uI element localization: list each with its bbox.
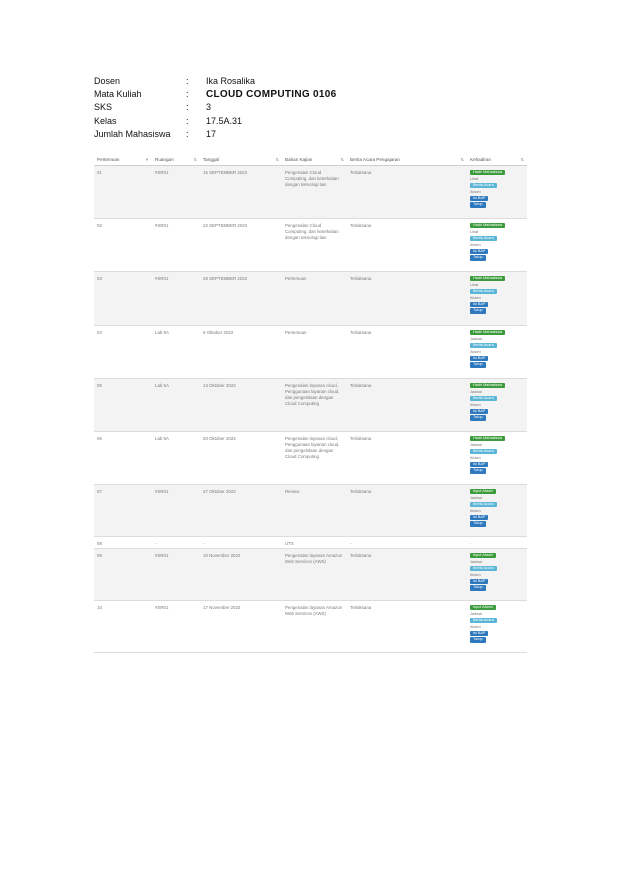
report-button[interactable]: Berita Acara — [470, 502, 497, 507]
table-header — [94, 153, 527, 166]
report-button[interactable]: Berita Acara — [470, 236, 497, 241]
date-cell: 13 Oktober 2022 — [203, 383, 236, 388]
colon: : — [186, 89, 189, 100]
table-row — [94, 432, 527, 485]
sort-icon: ⇅ — [340, 156, 344, 162]
date-cell: 6 Oktober 2022 — [203, 330, 234, 335]
action-label: Jadwal — [470, 442, 482, 447]
topic-cell: Pengenalan Cloud Computing, dan keterkaitan dengan teknologi lain — [285, 170, 339, 187]
sort-icon: ⇅ — [275, 156, 279, 162]
fill-bap-button[interactable]: Isi BAP — [470, 579, 488, 584]
date-cell: 17 November 2022 — [203, 605, 241, 610]
action-label: Absen — [470, 455, 481, 460]
report-status-cell: Terlaksana — [350, 436, 372, 441]
action-label: Lihat — [470, 229, 479, 234]
report-button[interactable]: Berita Acara — [470, 566, 497, 571]
topic-cell: Pengenalan layanan cloud, Penggunaan layanan cloud, dan pengelolaan dengan Cloud Computing — [285, 436, 340, 459]
report-button[interactable]: Berita Acara — [470, 449, 497, 454]
meeting-number-cell: 10 — [97, 605, 102, 610]
info-matkul — [94, 87, 336, 100]
attendance-actions — [467, 432, 527, 484]
action-label: Absen — [470, 402, 481, 407]
fill-bap-button[interactable]: Isi BAP — [470, 462, 488, 467]
jumlah-label: Jumlah Mahasiswa — [94, 129, 171, 140]
col-header-ruangan[interactable] — [152, 153, 200, 165]
date-cell: 29 SEPTEMBER 2022 — [203, 276, 248, 281]
sks-label: SKS — [94, 102, 113, 113]
close-button[interactable]: Tutup — [470, 202, 486, 207]
action-label: Lihat — [470, 176, 479, 181]
colon: : — [186, 102, 189, 113]
table-row — [94, 379, 527, 432]
action-label: Lihat — [470, 282, 479, 287]
col-header-label: Kehadiran — [470, 156, 491, 162]
col-header-label: Ruangan — [155, 156, 174, 162]
date-cell: 27 Oktober 2022 — [203, 489, 236, 494]
meeting-number-cell: 08 — [97, 541, 102, 546]
fill-bap-button[interactable]: Isi BAP — [470, 409, 488, 414]
meeting-number-cell: 03 — [97, 276, 102, 281]
input-attendance-button[interactable]: Input Absen — [470, 605, 496, 610]
attendance-actions — [467, 485, 527, 536]
table-row — [94, 549, 527, 601]
col-header-bahan[interactable] — [282, 153, 347, 165]
close-button[interactable]: Tutup — [470, 637, 486, 642]
fill-bap-button[interactable]: Isi BAP — [470, 196, 488, 201]
action-label: Absen — [470, 189, 481, 194]
attendance-actions — [467, 379, 527, 431]
meeting-number-cell: 04 — [97, 330, 102, 335]
attendance-actions — [467, 272, 527, 325]
dosen-label: Dosen — [94, 75, 121, 86]
room-cell: Lab 5A — [155, 383, 169, 388]
action-label: Jadwal — [470, 389, 482, 394]
dosen-value: Ika Rosalika — [206, 75, 256, 86]
attendance-actions — [467, 601, 527, 652]
colon: : — [186, 115, 189, 126]
date-cell: 10 November 2022 — [203, 553, 241, 558]
report-button[interactable]: Berita Acara — [470, 289, 497, 294]
room-cell: #SR01 — [155, 605, 169, 610]
attendance-actions — [467, 549, 527, 600]
meeting-number-cell: 02 — [97, 223, 102, 228]
topic-cell: Pertemuan — [285, 276, 307, 281]
kelas-label: Kelas — [94, 115, 117, 126]
col-header-label: Bahan Kajian — [285, 156, 313, 162]
attendance-actions — [467, 219, 527, 271]
action-label: Jadwal — [470, 336, 482, 341]
jumlah-value: 17 — [206, 129, 217, 140]
fill-bap-button[interactable]: Isi BAP — [470, 356, 488, 361]
room-cell: #SR01 — [155, 553, 169, 558]
room-cell: #SR01 — [155, 170, 169, 175]
topic-cell: Pertemuan — [285, 330, 307, 335]
sort-icon: ▼ — [145, 156, 149, 162]
sort-icon: ⇅ — [520, 156, 524, 162]
table-row — [94, 537, 527, 549]
input-attendance-button[interactable]: Hadir Mahasiswa — [470, 170, 505, 175]
action-label: Absen — [470, 295, 481, 300]
table-row — [94, 272, 527, 326]
date-cell: 20 Oktober 2022 — [203, 436, 236, 441]
action-label: Absen — [470, 242, 481, 247]
matkul-value: CLOUD COMPUTING 0106 — [206, 88, 337, 100]
topic-cell: Pengenalan layanan cloud, Penggunaan layanan cloud, dan pengelolaan dengan Cloud Computing — [285, 383, 340, 406]
topic-cell: Pengenalan layanan Amazon Web Services (AWS) — [285, 605, 343, 616]
sks-value: 3 — [206, 102, 212, 113]
fill-bap-button[interactable]: Isi BAP — [470, 302, 488, 307]
input-attendance-button[interactable]: Hadir Mahasiswa — [470, 436, 505, 441]
room-cell: #SR01 — [155, 276, 169, 281]
meeting-number-cell: 06 — [97, 436, 102, 441]
fill-bap-button[interactable]: Isi BAP — [470, 515, 488, 520]
close-button[interactable]: Tutup — [470, 468, 486, 473]
report-status-cell: Terlaksana — [350, 170, 372, 175]
close-button[interactable]: Tutup — [470, 415, 486, 420]
col-header-tanggal[interactable] — [200, 153, 282, 165]
room-cell: Lab 5A — [155, 330, 169, 335]
close-button[interactable]: Tutup — [470, 362, 486, 367]
action-label: Jadwal — [470, 559, 482, 564]
room-cell: - — [155, 541, 157, 546]
topic-cell: Pengenalan Cloud Computing, dan keterkaitan dengan teknologi lain — [285, 223, 339, 240]
input-attendance-button[interactable]: Hadir Mahasiswa — [470, 276, 505, 281]
action-label: Jadwal — [470, 611, 482, 616]
report-status-cell: - — [350, 541, 352, 546]
action-label: Absen — [470, 508, 481, 513]
input-attendance-button[interactable]: Hadir Mahasiswa — [470, 330, 505, 335]
table-row — [94, 166, 527, 219]
topic-cell: Review — [285, 489, 300, 494]
fill-bap-button[interactable]: Isi BAP — [470, 631, 488, 636]
report-button[interactable]: Berita Acara — [470, 396, 497, 401]
table-row — [94, 601, 527, 653]
room-cell: Lab 5A — [155, 436, 169, 441]
colon: : — [186, 75, 189, 86]
col-header-pertemuan[interactable] — [94, 153, 152, 165]
report-button[interactable]: Berita Acara — [470, 343, 497, 348]
close-button[interactable]: Tutup — [470, 521, 486, 526]
date-cell: - — [203, 541, 205, 546]
action-label: Absen — [470, 624, 481, 629]
col-header-label: Pertemuan — [97, 156, 120, 162]
colon: : — [186, 129, 189, 140]
close-button[interactable]: Tutup — [470, 585, 486, 590]
input-attendance-button[interactable]: Hadir Mahasiswa — [470, 223, 505, 228]
report-status-cell: Terlaksana — [350, 223, 372, 228]
attendance-actions — [467, 326, 527, 378]
report-status-cell: Terlaksana — [350, 553, 372, 558]
col-header-berita[interactable] — [347, 153, 467, 165]
report-status-cell: Terlaksana — [350, 383, 372, 388]
report-status-cell: Terlaksana — [350, 489, 372, 494]
matkul-label: Mata Kuliah — [94, 89, 142, 100]
meeting-number-cell: 09 — [97, 553, 102, 558]
fill-bap-button[interactable]: Isi BAP — [470, 249, 488, 254]
date-cell: 15 SEPTEMBER 2022 — [203, 170, 248, 175]
table-row — [94, 326, 527, 379]
sort-icon: ⇅ — [193, 156, 197, 162]
empty-action: - — [470, 541, 472, 545]
info-kelas — [94, 114, 336, 127]
col-header-label: Tanggal — [203, 156, 220, 162]
report-status-cell: Terlaksana — [350, 276, 372, 281]
report-button[interactable]: Berita Acara — [470, 618, 497, 623]
report-status-cell: Terlaksana — [350, 330, 372, 335]
table-row — [94, 219, 527, 272]
close-button[interactable]: Tutup — [470, 255, 486, 260]
course-info — [94, 74, 336, 141]
info-dosen — [94, 74, 336, 87]
attendance-actions — [467, 537, 527, 548]
topic-cell: Pengenalan layanan Amazon Web Services (AWS) — [285, 553, 343, 564]
room-cell: #SR01 — [155, 223, 169, 228]
report-status-cell: Terlaksana — [350, 605, 372, 610]
input-attendance-button[interactable]: Hadir Mahasiswa — [470, 383, 505, 388]
date-cell: 22 SEPTEMBER 2022 — [203, 223, 248, 228]
attendance-actions — [467, 166, 527, 218]
meeting-number-cell: 05 — [97, 383, 102, 388]
meetings-table — [94, 153, 527, 653]
action-label: Jadwal — [470, 495, 482, 500]
info-sks — [94, 101, 336, 114]
action-label: Absen — [470, 349, 481, 354]
input-attendance-button[interactable]: Input Absen — [470, 553, 496, 558]
report-button[interactable]: Berita Acara — [470, 183, 497, 188]
col-header-kehadiran[interactable] — [467, 153, 527, 165]
topic-cell: UTS — [285, 541, 294, 546]
table-body — [94, 166, 527, 653]
action-label: Absen — [470, 572, 481, 577]
meeting-number-cell: 07 — [97, 489, 102, 494]
meeting-number-cell: 01 — [97, 170, 102, 175]
kelas-value: 17.5A.31 — [206, 115, 243, 126]
col-header-label: Berita Acara Pengajaran — [350, 156, 400, 162]
input-attendance-button[interactable]: Input Absen — [470, 489, 496, 494]
close-button[interactable]: Tutup — [470, 308, 486, 313]
info-jumlah — [94, 128, 336, 141]
table-row — [94, 485, 527, 537]
room-cell: #SR01 — [155, 489, 169, 494]
sort-icon: ⇅ — [460, 156, 464, 162]
